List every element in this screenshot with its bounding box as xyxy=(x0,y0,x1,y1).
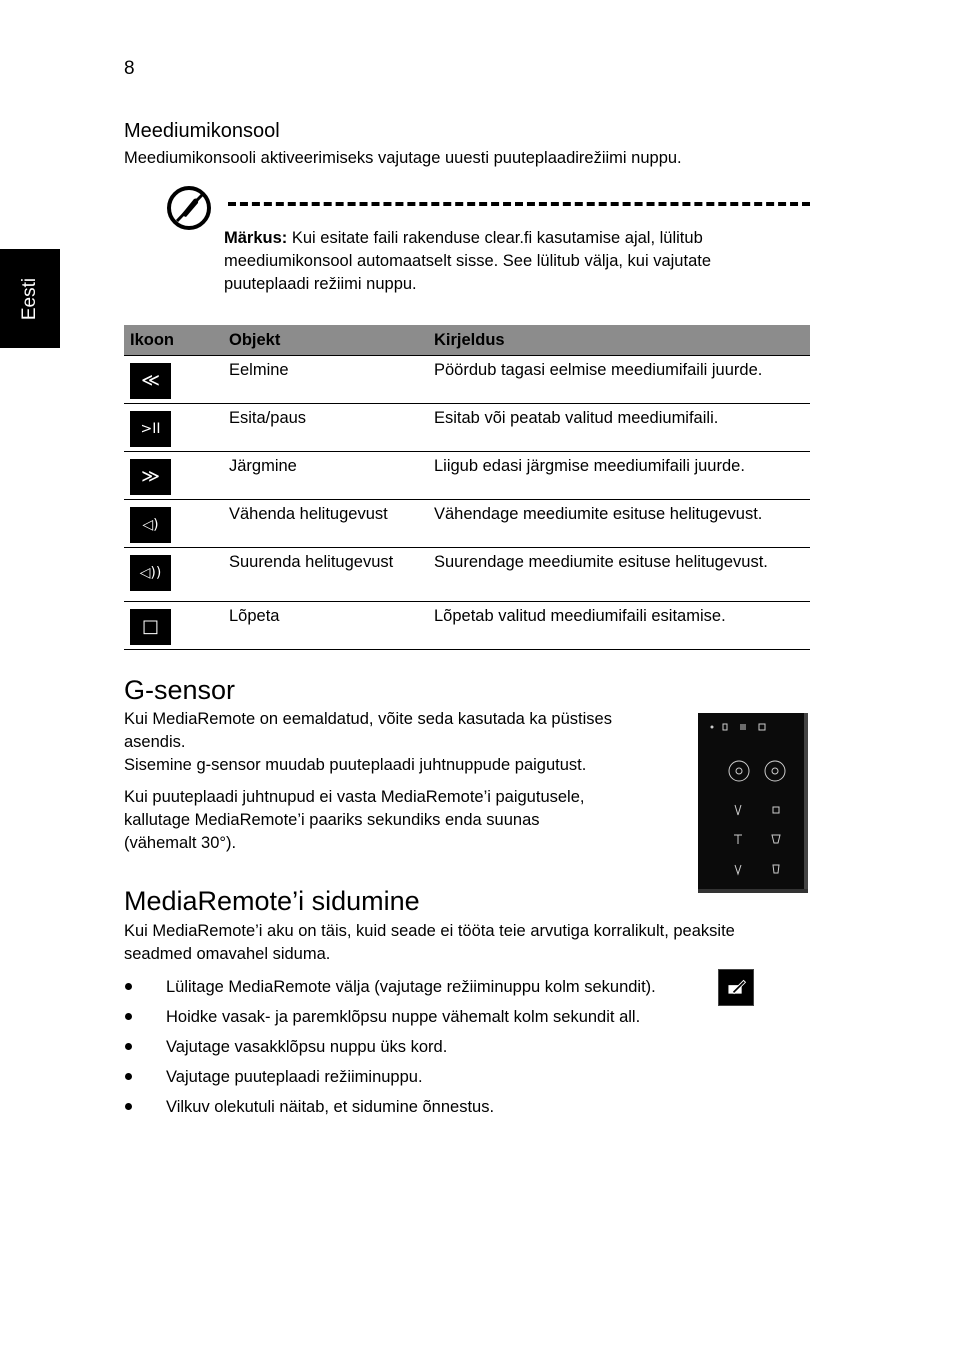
note-line-3: puuteplaadi režiimi nuppu. xyxy=(224,275,417,293)
g-sensor-p1-line1: Kui MediaRemote on eemaldatud, võite seda kasutada ka püstises xyxy=(124,710,612,728)
table-row xyxy=(124,452,810,500)
table-row xyxy=(124,356,810,404)
bullet-icon xyxy=(125,1073,132,1080)
pairing-intro-line2: seadmed omavahel siduma. xyxy=(124,945,331,963)
step-text: Vajutage puuteplaadi režiiminuppu. xyxy=(166,1068,423,1086)
step-text: Vajutage vasakklõpsu nuppu üks kord. xyxy=(166,1038,448,1056)
volume-down-icon: ◁) xyxy=(130,507,171,543)
previous-icon: ≪ xyxy=(130,363,171,399)
media-console-intro: Meediumikonsooli aktiveerimiseks vajutage uuesti puuteplaadirežiimi nuppu. xyxy=(124,149,682,167)
stop-icon: □ xyxy=(130,609,171,645)
row-description: Lõpetab valitud meediumifaili esitamise. xyxy=(428,602,810,650)
volume-up-icon: ◁)) xyxy=(130,555,171,591)
note-text xyxy=(224,227,809,296)
language-side-tab xyxy=(0,249,60,348)
g-sensor-p1-line2: asendis. xyxy=(124,733,186,751)
g-sensor-p2-line2: kallutage MediaRemote’i paariks sekundiks enda suunas xyxy=(124,811,540,829)
step-text: Lülitage MediaRemote välja (vajutage režiiminuppu kolm sekundit). xyxy=(166,978,656,996)
g-sensor-p1-line3: Sisemine g-sensor muudab puuteplaadi juhtnuppude paigutust. xyxy=(124,756,587,774)
note-line-2: meediumikonsool automaatselt sisse. See lülitub välja, kui vajutate xyxy=(224,252,712,270)
row-description: Esitab või peatab valitud meediumifaili. xyxy=(428,404,810,452)
bullet-icon xyxy=(125,1103,132,1110)
pairing-steps xyxy=(124,974,656,1124)
row-object: Suurenda helitugevust xyxy=(223,548,428,602)
pairing-heading: MediaRemote’i sidumine xyxy=(124,886,420,916)
list-item xyxy=(124,1064,656,1094)
list-item xyxy=(124,974,656,1004)
step-text: Hoidke vasak- ja paremklõpsu nuppe vähemalt kolm sekundit all. xyxy=(166,1008,641,1026)
step-text: Vilkuv olekutuli näitab, et sidumine õnnestus. xyxy=(166,1098,495,1116)
media-console-heading: Meediumikonsool xyxy=(124,120,280,142)
note-divider xyxy=(228,202,810,206)
g-sensor-text xyxy=(124,708,684,855)
pairing-intro-line1: Kui MediaRemote’i aku on täis, kuid seade ei tööta teie arvutiga korralikult, peaksite xyxy=(124,922,735,940)
list-item xyxy=(124,1004,656,1034)
mode-button-icon xyxy=(718,969,754,1006)
row-object: Esita/paus xyxy=(223,404,428,452)
note-pen-icon xyxy=(166,185,212,231)
row-object: Järgmine xyxy=(223,452,428,500)
media-remote-vertical-icon xyxy=(698,713,808,893)
row-object: Lõpeta xyxy=(223,602,428,650)
page-number: 8 xyxy=(124,58,135,79)
header-description: Kirjeldus xyxy=(428,325,810,356)
list-item xyxy=(124,1034,656,1064)
row-description: Vähendage meediumite esituse helitugevust. xyxy=(428,500,810,548)
row-description: Suurendage meediumite esituse helitugevust. xyxy=(428,548,810,602)
row-object: Eelmine xyxy=(223,356,428,404)
table-row xyxy=(124,404,810,452)
bullet-icon xyxy=(125,1013,132,1020)
table-row xyxy=(124,602,810,650)
row-description: Liigub edasi järgmise meediumifaili juurde. xyxy=(428,452,810,500)
bullet-icon xyxy=(125,1043,132,1050)
table-header-row xyxy=(124,325,810,356)
pairing-intro xyxy=(124,920,814,966)
list-item xyxy=(124,1094,656,1124)
bullet-icon xyxy=(125,983,132,990)
table-row xyxy=(124,500,810,548)
g-sensor-heading: G-sensor xyxy=(124,675,236,705)
g-sensor-p2-line1: Kui puuteplaadi juhtnupud ei vasta MediaRemote’i paigutusele, xyxy=(124,788,585,806)
note-line-1: Kui esitate faili rakenduse clear.fi kasutamise ajal, lülitub xyxy=(287,229,703,247)
header-icon: Ikoon xyxy=(124,325,223,356)
play-pause-icon: >II xyxy=(130,411,171,447)
row-object: Vähenda helitugevust xyxy=(223,500,428,548)
next-icon: ≫ xyxy=(130,459,171,495)
row-description: Pöördub tagasi eelmise meediumifaili juurde. xyxy=(428,356,810,404)
side-tab-label: Eesti xyxy=(19,277,40,321)
table-row xyxy=(124,548,810,602)
header-object: Objekt xyxy=(223,325,428,356)
media-console-table xyxy=(124,325,810,650)
note-label: Märkus: xyxy=(224,229,288,247)
g-sensor-p2-line3: (vähemalt 30°). xyxy=(124,834,237,852)
